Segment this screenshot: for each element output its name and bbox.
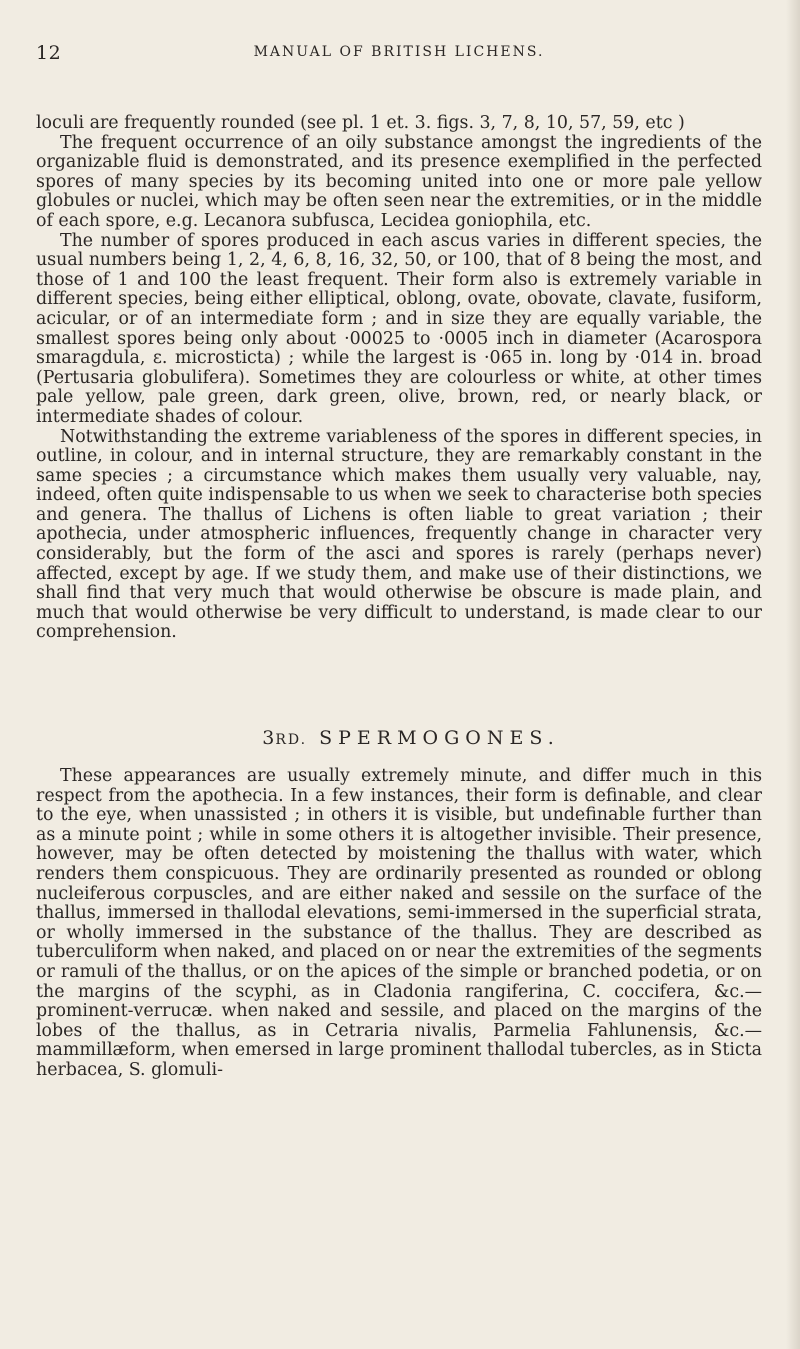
paragraph-spermogones: These appearances are usually extremely minute, and differ much in this respect from the apothecia. In a few instances, their form is definable, and clear to the eye, when unassisted ; in others it is visible, but undefinable further than as a minute point ; while in some others it is altogether invisible. Their presence, however, may be often detected by moistening the thallus with water, which renders them conspicuous. They are ordinarily presented as rounded or oblong nucleiferous corpuscles, and are either naked and sessile on the surface of the thallus, immersed in thallodal elevations, semi-immersed in the superficial strata, or wholly immersed in the substance of the thallus. They are described as tuberculiform when naked, and placed on or near the extremities of the segments or ramuli of the thallus, or on the apices of the simple or branched podetia, or on the margins of the scyphi, as in Cladonia rangiferina, C. coccifera, &c.—prominent-verrucæ. when naked and sessile, and placed on the margins of the lobes of the thallus, as in Cetraria nivalis, Parmelia Fahlunensis, &c.—mammillæform, when emersed in large prominent thallodal tubercles, as in Sticta herbacea, S. glomuli-: [36, 766, 762, 1080]
running-head: [36, 42, 762, 68]
section-title: SPERMOGONES.: [319, 727, 560, 750]
body-text: [36, 114, 762, 1081]
section-ordinal-suffix: RD.: [275, 732, 308, 749]
running-title: MANUAL OF BRITISH LICHENS.: [253, 44, 545, 60]
paragraph-spore-constancy: Notwithstanding the extreme variableness of the spores in different species, in outline, in colour, and in internal structure, they are remarkably constant in the same species ; a circumstance which makes them usually very valuable, nay, indeed, often quite indispensable to us when we seek to characterise both species and genera. The thallus of Lichens is often liable to great variation ; their apothecia, under atmospheric influences, frequently change in character very considerably, but the form of the asci and spores is rarely (perhaps never) affected, except by age. If we study them, and make use of their distinctions, we shall find that very much that would otherwise be obscure is made plain, and much that would otherwise be very difficult to understand, is made clear to our comprehension.: [36, 426, 762, 643]
paragraph-oily-substance: The frequent occurrence of an oily substance amongst the ingredients of the organizable fluid is demonstrated, and its presence exemplified in the perfected spores of many species by its becoming united into one or more pale yellow globules or nuclei, which may be often seen near the extremities, or in the middle of each spore, e.g. Lecanora subfusca, Lecidea goniophila, etc.: [36, 132, 762, 231]
page-number: 12: [36, 42, 62, 64]
paragraph-spore-number: The number of spores produced in each ascus varies in different species, the usual numbers being 1, 2, 4, 6, 8, 16, 32, 50, or 100, that of 8 being the most, and those of 1 and 100 the least frequent. Their form also is extremely variable in different species, being either elliptical, oblong, ovate, obovate, clavate, fusiform, acicular, or of an intermediate form ; and in size they are equally variable, the smallest spores being only about ·00025 to ·0005 inch in diameter (Acarospora smaragdula, ε. microsticta) ; while the largest is ·065 in. long by ·014 in. broad (Pertusaria globulifera). Sometimes they are colourless or white, at other times pale yellow, pale green, dark green, olive, brown, red, or nearly black, or intermediate shades of colour.: [36, 230, 762, 427]
paragraph-continuation: loculi are frequently rounded (see pl. 1 et. 3. figs. 3, 7, 8, 10, 57, 59, etc ): [36, 113, 685, 133]
section-heading: [36, 727, 762, 749]
section-ordinal: 3: [262, 727, 276, 750]
page-edge-shadow: [786, 0, 800, 1349]
